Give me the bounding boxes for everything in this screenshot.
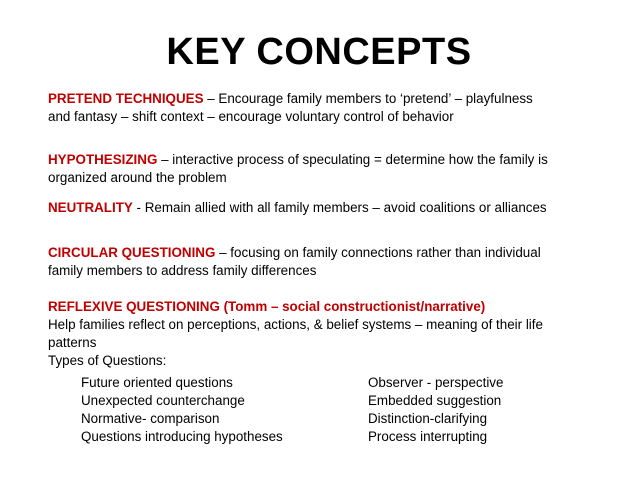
concept-separator: –	[215, 245, 231, 260]
question-type-item: Embedded suggestion	[368, 393, 502, 408]
question-type-item: Future oriented questions	[81, 375, 233, 390]
question-type-item: Distinction-clarifying	[368, 411, 488, 426]
concept-description: interactive process of speculating = determine how the family is organized around the problem	[48, 152, 548, 185]
question-type-item: Observer - perspective	[368, 375, 504, 390]
concept-description: focusing on family connections rather than individual family members to address family differences	[48, 245, 541, 278]
question-type-item: Unexpected counterchange	[81, 393, 245, 408]
concept-circular-questioning	[48, 244, 548, 280]
concept-separator: –	[203, 91, 219, 106]
reflexive-heading: REFLEXIVE QUESTIONING (Tomm – social constructionist/narrative)	[48, 299, 486, 314]
concept-pretend-techniques	[48, 90, 548, 126]
reflexive-questioning-section	[48, 298, 568, 370]
concept-term: HYPOTHESIZING	[48, 152, 158, 167]
concept-separator: -	[132, 200, 145, 215]
concept-term: PRETEND TECHNIQUES	[48, 91, 204, 106]
question-type-item: Normative- comparison	[81, 411, 220, 426]
question-types-right-column	[368, 374, 503, 446]
concept-description: Remain allied with all family members – avoid coalitions or alliances	[144, 200, 547, 215]
question-type-item: Process interrupting	[368, 429, 488, 444]
question-types-left-column	[81, 374, 283, 446]
concept-neutrality	[48, 199, 548, 217]
slide-title: KEY CONCEPTS	[166, 31, 472, 73]
types-of-questions-label: Types of Questions:	[48, 353, 167, 368]
concept-term: CIRCULAR QUESTIONING	[48, 245, 216, 260]
concept-hypothesizing	[48, 151, 548, 187]
question-type-item: Questions introducing hypotheses	[81, 429, 283, 444]
concept-description: Encourage family members to ‘pretend’ – playfulness and fantasy – shift context – encourage voluntary control of behavior	[48, 91, 533, 124]
concept-term: NEUTRALITY	[48, 200, 133, 215]
reflexive-description: Help families reflect on perceptions, actions, & belief systems – meaning of their life patterns	[48, 317, 543, 350]
concept-separator: –	[157, 152, 173, 167]
